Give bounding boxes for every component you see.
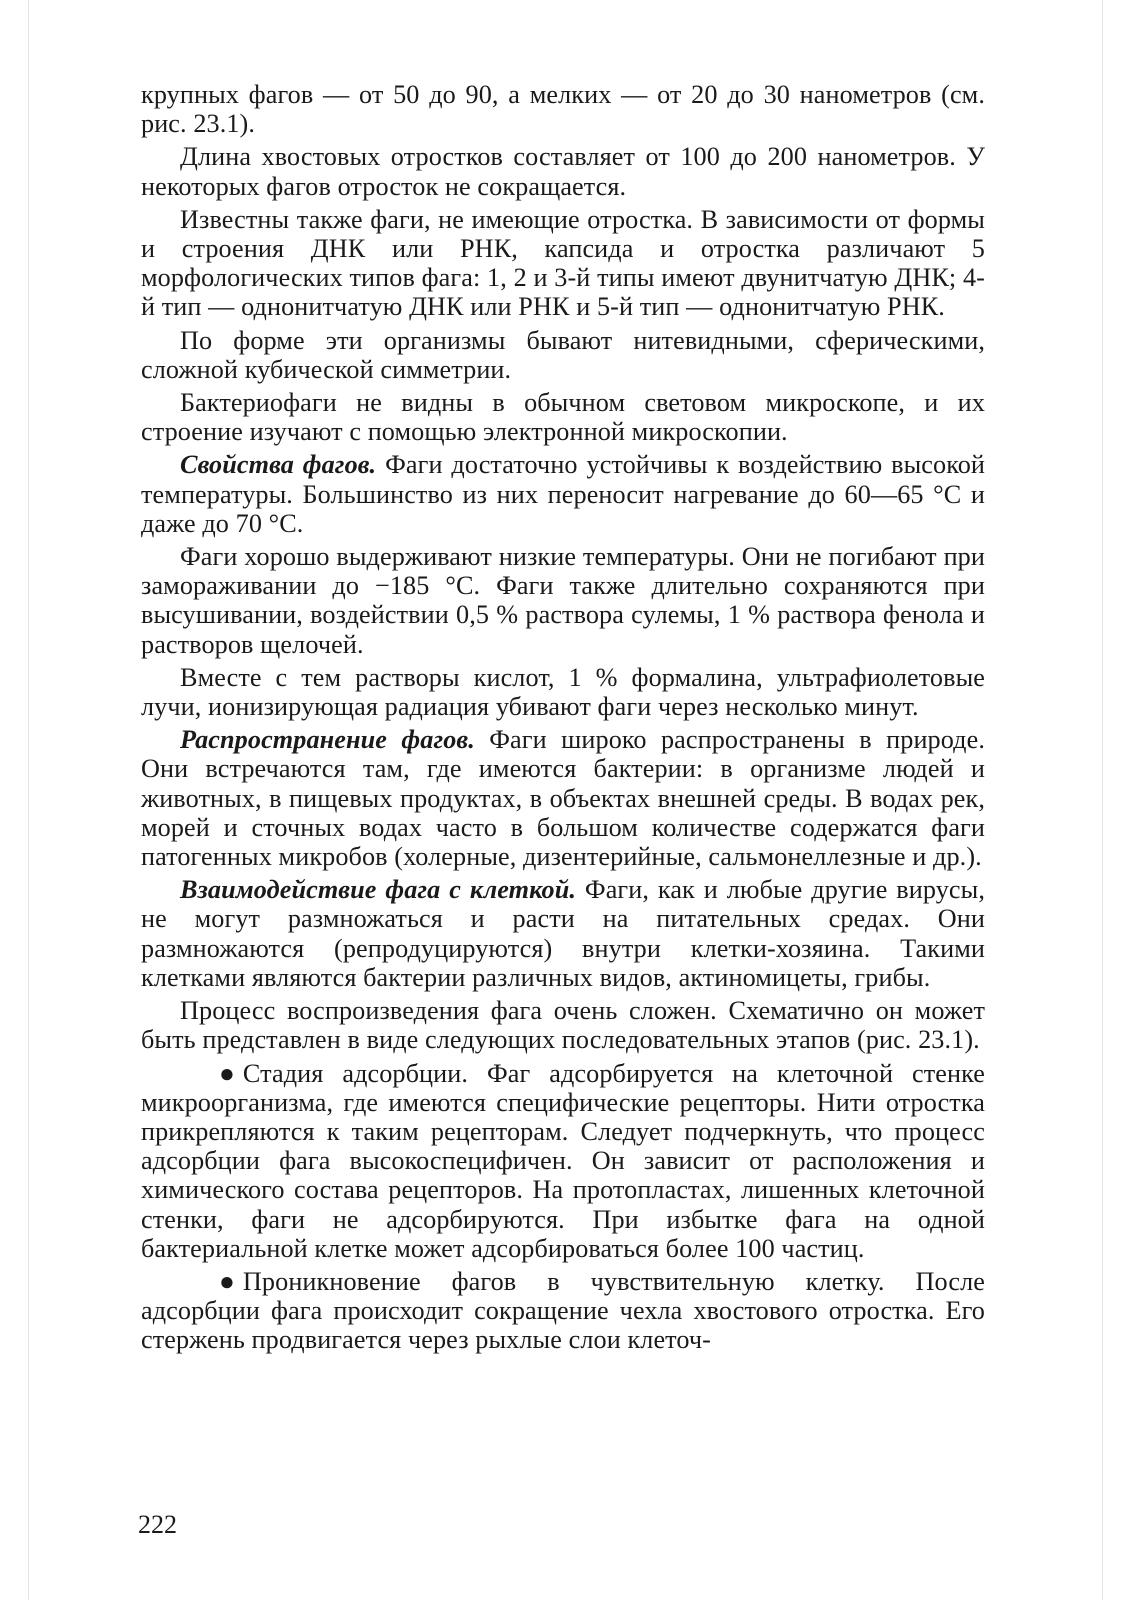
paragraph-4: По форме эти организмы бывают нитевидными, сферическими, сложной кубической симметрии. (141, 325, 985, 384)
page-edge-right (1102, 0, 1103, 1600)
paragraph-2: Длина хвостовых отростков составляет от 100 до 200 нанометров. У некоторых фагов отросток не сокращается. (141, 142, 985, 201)
section-heading-distribution: Распространение фагов. (180, 725, 475, 755)
page-body (141, 80, 985, 1359)
section-heading-properties: Свойства фагов. (180, 450, 377, 480)
paragraph-11: Процесс воспроизведения фага очень сложен. Схематично он может быть представлен в виде следующих последовательных этапов (рис. 23.1). (141, 996, 985, 1055)
paragraph-1: крупных фагов — от 50 до 90, а мелких — от 20 до 30 нанометров (см. рис. 23.1). (141, 80, 985, 139)
bullet-icon: ● (219, 1266, 235, 1296)
paragraph-8: Вместе с тем растворы кислот, 1 % формалина, ультрафиолетовые лучи, ионизирующая радиация убивают фаги через несколько минут. (141, 662, 985, 722)
paragraph-3: Известны также фаги, не имеющие отростка. В зависимости от формы и строения ДНК или РНК, капсида и отростка различают 5 морфологических типов фага: 1, 2 и 3-й типы имеют двунитчатую ДНК; 4-й тип — однонитчатую ДНК или РНК и 5-й тип — однонитчатую РНК. (141, 204, 985, 322)
paragraph-distribution: Распространение фагов. Фаги широко распространены в природе. Они встречаются там, где имеются бактерии: в организме людей и животных, в пищевых продуктах, в объектах внешней среды. В водах рек, морей и сточных водах часто в большом количестве содержатся фаги патогенных микробов (холерные, дизентерийные, сальмонеллезные и др.). (141, 725, 985, 872)
page-edge-left (28, 0, 29, 1600)
section-heading-interaction: Взаимодействие фага с клеткой. (180, 875, 577, 905)
paragraph-7: Фаги хорошо выдерживают низкие температуры. Они не погибают при замораживании до −185 °С. Фаги также длительно сохраняются при высушивании, воздействии 0,5 % раствора сулемы, 1 % раствора фенола и растворов щелочей. (141, 542, 985, 659)
page-number: 222 (138, 1510, 177, 1539)
paragraph-5: Бактериофаги не видны в обычном световом микроскопе, и их строение изучают с помощью электронной микроскопии. (141, 388, 985, 447)
paragraph-interaction: Взаимодействие фага с клеткой. Фаги, как и любые другие вирусы, не могут размножаться и расти на питательных средах. Они размножаются (репродуцируются) внутри клетки-хозяина. Такими клетками являются бактерии различных видов, актиномицеты, грибы. (141, 875, 985, 992)
paragraph-properties: Свойства фагов. Фаги достаточно устойчивы к воздействию высокой температуры. Большинство из них переносит нагревание до 60—65 °С и даже до 70 °С. (141, 450, 985, 538)
bullet-icon: ● (219, 1058, 235, 1088)
bullet-item-adsorption: ● Стадия адсорбции. Фаг адсорбируется на клеточной стенке микроорганизма, где имеются специфические рецепторы. Нити отростка прикрепляются к таким рецепторам. Следует подчеркнуть, что процесс адсорбции фага высокоспецифичен. Он зависит от расположения и химического состава рецепторов. На протопластах, лишенных клеточной стенки, фаги не адсорбируются. При избытке фага на одной бактериальной клетке может адсорбироваться более 100 частиц. (141, 1058, 985, 1263)
bullet-item-penetration: ● Проникновение фагов в чувствительную клетку. После адсорбции фага происходит сокращение чехла хвостового отростка. Его стержень продвигается через рыхлые слои клеточ- (141, 1266, 985, 1355)
